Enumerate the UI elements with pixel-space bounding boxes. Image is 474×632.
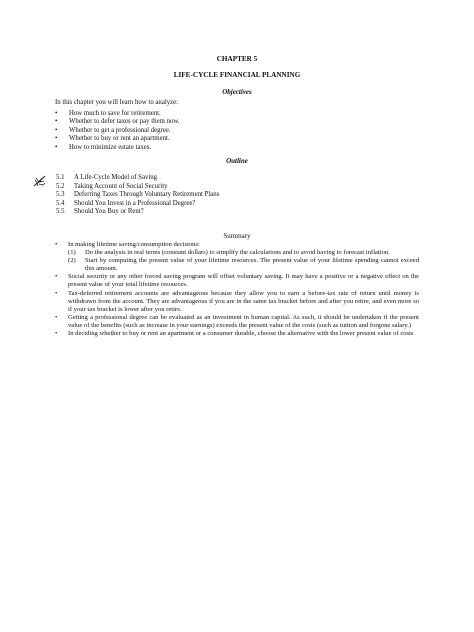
section-title: Taking Account of Social Security xyxy=(74,182,168,190)
section-title: Should You Buy or Rent? xyxy=(74,208,144,216)
bullet-icon: • xyxy=(55,135,58,143)
subitem-text: Start by computing the present value of your lifetime resources. The present value of your lifetime spending cannot exceed this amount. xyxy=(85,257,419,273)
list-item xyxy=(56,200,219,209)
objectives-list xyxy=(55,110,180,152)
summary-subitem xyxy=(68,257,419,273)
subitem-text: Do the analysis in real terms (constant dollars) to simplify the calculations and to avoid having to forecast inflation. xyxy=(85,249,390,257)
section-number: 5.2 xyxy=(56,182,65,190)
bullet-icon: • xyxy=(55,143,58,151)
section-title: Deferring Taxes Through Voluntary Retirement Plans xyxy=(74,191,220,199)
list-item xyxy=(56,208,219,217)
summary-text: Getting a professional degree can be evaluated as an investment in human capital. As such, it should be undertaken if the present value of the benefits (such as increase in your earnings) exceeds the present value of the costs (such as tuition and forgone salary.) xyxy=(68,313,419,329)
summary-item xyxy=(55,330,419,338)
objective-text: Whether to buy or rent an apartment. xyxy=(69,135,170,143)
summary-item xyxy=(55,273,419,289)
chapter-heading: CHAPTER 5 xyxy=(216,55,258,63)
objective-text: How to minimize estate taxes. xyxy=(69,143,152,151)
summary-item xyxy=(55,314,419,330)
quill-pen-icon xyxy=(33,174,47,188)
subitem-marker: (1) xyxy=(68,249,76,257)
objectives-intro: In this chapter you will learn how to analyze: xyxy=(55,99,179,106)
summary-text: Tax-deferred retirement accounts are advantageous because they allow you to earn a before-tax rate of return until money is withdrawn from the account. They are advantageous if you are in the same tax bracket before and after you retire, and even more so if your tax bracket is lower after you retire. xyxy=(68,289,419,313)
section-number: 5.1 xyxy=(56,174,65,181)
list-item xyxy=(56,191,219,200)
summary-sublist xyxy=(68,249,419,273)
objectives-heading: Objectives xyxy=(222,88,252,96)
summary-text: Social security or any other forced saving program will offset voluntary saving. It may have a positive or a negative effect on the present value of your total lifetime resources. xyxy=(68,273,419,289)
list-item xyxy=(55,127,180,135)
bullet-icon: • xyxy=(55,126,58,134)
objective-text: Whether to defer taxes or pay them now. xyxy=(69,118,180,126)
section-title: A Life-Cycle Model of Saving xyxy=(74,174,158,181)
summary-subitem xyxy=(68,249,419,257)
summary-item xyxy=(55,290,419,314)
list-item xyxy=(55,118,180,126)
bullet-icon: • xyxy=(55,313,58,321)
bullet-icon: • xyxy=(55,241,58,248)
objective-text: Whether to get a professional degree. xyxy=(69,126,171,134)
list-item xyxy=(56,183,219,192)
list-item xyxy=(55,144,180,152)
section-title: Should You Invest in a Professional Degree? xyxy=(74,199,196,207)
section-number: 5.5 xyxy=(56,208,65,216)
summary-item xyxy=(55,241,419,273)
outline-heading: Outline xyxy=(226,157,248,165)
bullet-icon: • xyxy=(55,110,58,117)
summary-list xyxy=(55,241,419,338)
chapter-title: LIFE-CYCLE FINANCIAL PLANNING xyxy=(173,71,301,79)
list-item xyxy=(55,110,180,118)
section-number: 5.4 xyxy=(56,199,65,207)
subitem-marker: (2) xyxy=(68,257,76,265)
objective-text: How much to save for retirement. xyxy=(69,110,161,117)
summary-heading: Summary xyxy=(223,232,251,240)
list-item xyxy=(56,174,219,183)
section-number: 5.3 xyxy=(56,191,65,199)
bullet-icon: • xyxy=(55,273,58,281)
summary-text: In making lifetime saving/consumption decisions: xyxy=(68,241,200,248)
bullet-icon: • xyxy=(55,118,58,126)
summary-text: In deciding whether to buy or rent an apartment or a consumer durable, choose the alternative with the lower present value of costs xyxy=(68,330,414,338)
bullet-icon: • xyxy=(55,330,58,338)
bullet-icon: • xyxy=(55,289,58,297)
outline-list xyxy=(56,174,219,217)
list-item xyxy=(55,135,180,143)
